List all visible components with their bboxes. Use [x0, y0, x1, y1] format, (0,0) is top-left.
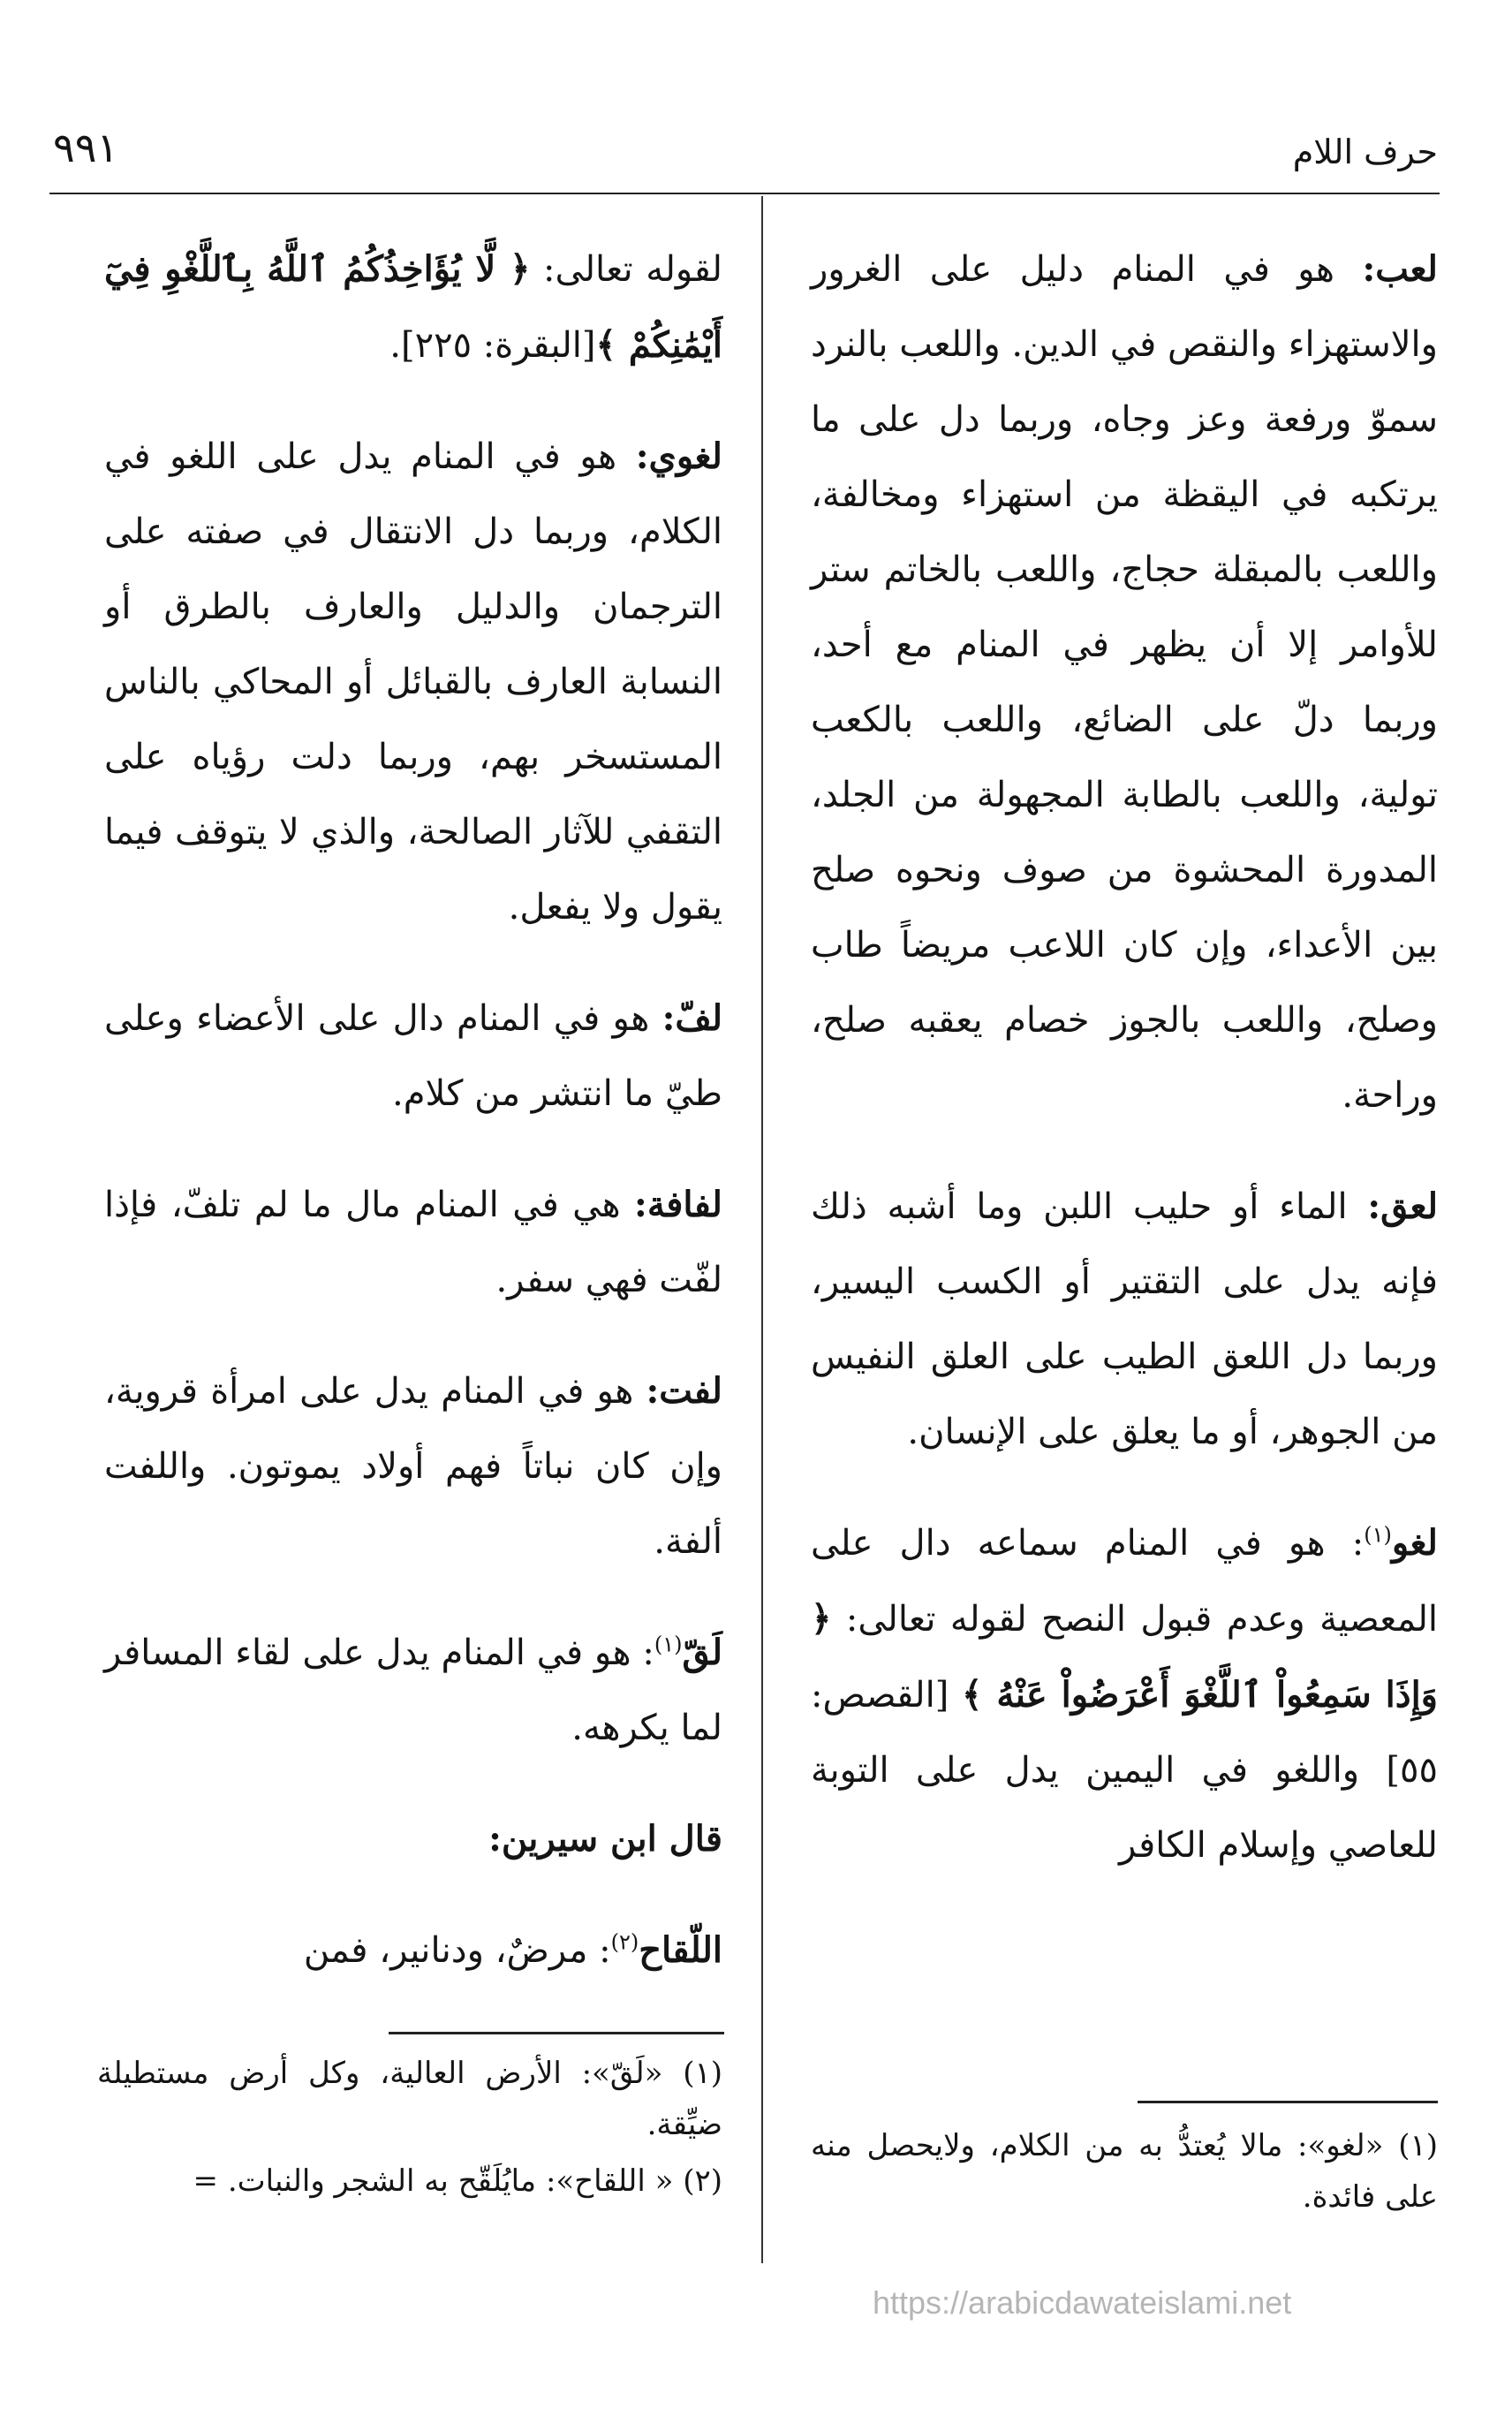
footnotes-left: [97, 2048, 722, 2212]
entry-head: لعق:: [1367, 1185, 1438, 1227]
entry-continuation: [104, 231, 722, 383]
quran-verse: ﴿ لَّا يُؤَاخِذُكُمُ ٱللَّهُ بِٱللَّغْوِ فِيٓ أَيْمَٰنِكُمْ ﴾: [104, 248, 722, 366]
page-number: ٩٩١: [53, 124, 119, 171]
entry-body: هي في المنام مال ما لم تلفّ، فإذا لفّت فهي سفر.: [104, 1185, 722, 1300]
entry-laff: [104, 981, 722, 1132]
entry-body: : هو في المنام يدل على لقاء المسافر لما يكرهه.: [104, 1632, 722, 1748]
quran-verse: ﴿ وَإِذَا سَمِعُواْ ٱللَّغْوَ أَعْرَضُواْ عَنْهُ ﴾: [811, 1598, 1438, 1716]
footnote-number: (١): [1398, 2128, 1438, 2163]
entry-laqq: [104, 1615, 722, 1766]
entry-body: [البقرة: ٢٢٥].: [389, 325, 596, 366]
entry-laghawi: [104, 419, 722, 945]
entry-head: لفافة:: [634, 1184, 722, 1225]
entry-head: لفّ:: [662, 997, 722, 1039]
entry-laib: [811, 231, 1438, 1133]
entry-head: لفت:: [646, 1370, 722, 1412]
entry-laghw: [811, 1505, 1438, 1883]
entry-head: لغو: [1391, 1522, 1438, 1564]
header-rule: [49, 193, 1440, 194]
watermark-url: https://arabicdawateislami.net: [873, 2284, 1292, 2321]
left-column: [104, 231, 722, 2024]
entry-head: لغوي:: [635, 436, 722, 477]
footnote-marker: (١): [654, 1632, 683, 1657]
entry-head: اللّقاح: [639, 1929, 722, 1971]
footnote-marker: (٢): [610, 1929, 639, 1955]
entry-body: هو في المنام يدل على امرأة قروية، وإن كان نباتاً فهم أولاد يموتون. واللفت ألفة.: [104, 1371, 722, 1562]
entry-laaq: [811, 1169, 1438, 1470]
entry-body: الماء أو حليب اللبن وما أشبه ذلك فإنه يدل على التقتير أو الكسب اليسير، وربما دل اللعق الطيب على العلق النفيس من الجوهر، أو ما يعلق على الإنسان.: [811, 1186, 1438, 1452]
footnote: [97, 2155, 722, 2207]
footnote-rule: [1138, 2101, 1438, 2103]
entry-lifafa: [104, 1167, 722, 1318]
entry-head: لعب:: [1362, 248, 1438, 290]
footnote-text: « اللقاح»: مايُلَقّح به الشجر والنبات. =: [193, 2163, 674, 2199]
column-divider: [761, 196, 763, 2263]
entry-body: : مرضٌ، ودنانير، فمن: [303, 1930, 611, 1971]
footnote-rule: [389, 2032, 724, 2034]
footnote-number: (١): [683, 2056, 723, 2091]
footnote-text: «لغو»: مالا يُعتدُّ به من الكلام، ولايحصل منه على فائدة.: [811, 2128, 1438, 2215]
footnote-number: (٢): [683, 2163, 722, 2199]
footnote: [811, 2120, 1438, 2223]
right-column: [811, 231, 1438, 1919]
footnote-marker: (١): [1364, 1522, 1392, 1548]
entry-ibn-sirin: [104, 1801, 722, 1877]
entry-body: [القصص: ٥٥] واللغو في اليمين يدل على التوبة للعاصي وإسلام الكافر: [811, 1675, 1438, 1866]
entry-head: لَقّ: [682, 1632, 722, 1673]
footnote: [97, 2048, 722, 2150]
entry-body: هو في المنام دليل على الغرور والاستهزاء والنقص في الدين. واللعب بالنرد سموّ ورفعة وعز وجاه، وربما دل على ما يرتكبه في اليقظة من استهزاء ومخالفة، واللعب بالمبقلة حجاج، واللعب بالخاتم ستر للأوامر إلا أن يظهر في المنام مع أحد، وربما دلّ على الضائع، واللعب بالكعب تولية، واللعب بالطابة المجهولة من الجلد، المدورة المحشوة من صوف ونحوه صلح بين الأعداء، وإن كان اللاعب مريضاً طاب وصلح، واللعب بالجوز خصام يعقبه صلح، وراحة.: [811, 249, 1438, 1116]
running-header-title: حرف اللام: [1292, 133, 1438, 171]
entry-lift: [104, 1353, 722, 1579]
entry-body: لقوله تعالى:: [530, 249, 722, 290]
footnote-text: «لَقّ»: الأرض العالية، وكل أرض مستطيلة ضيِّقة.: [97, 2056, 722, 2142]
entry-body: هو في المنام دال على الأعضاء وعلى طيّ ما انتشر من كلام.: [104, 998, 722, 1114]
entry-body: : هو في المنام سماعه دال على المعصية وعدم قبول النصح لقوله تعالى:: [811, 1523, 1438, 1640]
entry-head: قال ابن سيرين:: [488, 1818, 722, 1860]
footnotes-right: [811, 2120, 1438, 2228]
entry-body: هو في المنام يدل على اللغو في الكلام، وربما دل الانتقال في صفته على الترجمان والدليل والعارف بالطرق أو النسابة العارف بالقبائل أو المحاكي بالناس المستسخر بهم، وربما دلت رؤياه على التقفي للآثار الصالحة، والذي لا يتوقف فيما يقول ولا يفعل.: [104, 436, 722, 928]
entry-liqah: [104, 1913, 722, 1988]
